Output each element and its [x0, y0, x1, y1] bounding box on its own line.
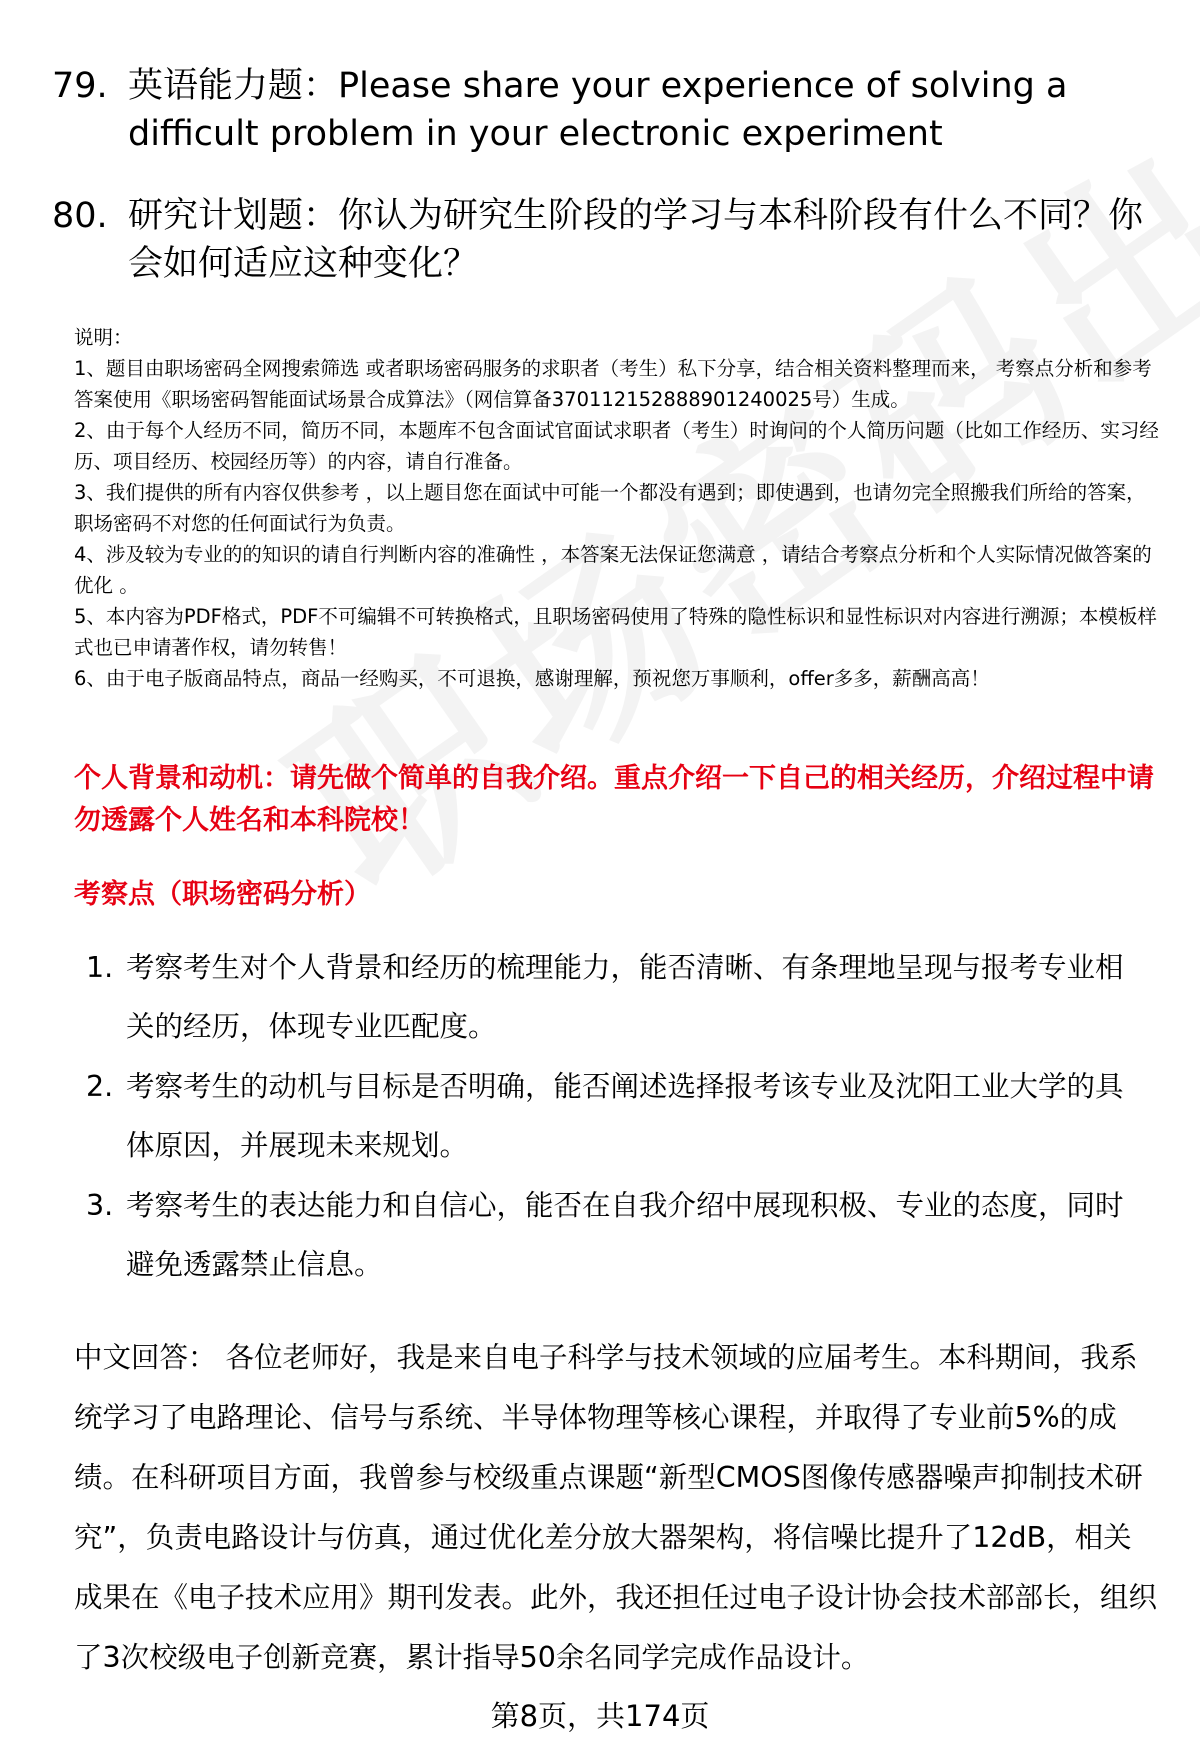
- question-number: 79.: [52, 66, 108, 106]
- point-text: 考察考生的动机与目标是否明确，能否阐述选择报考该专业及沈阳工业大学的具体原因，并展现未来规划。: [126, 1070, 1124, 1162]
- disclaimer-notes: [74, 322, 1160, 694]
- question-text: 研究计划题：你认为研究生阶段的学习与本科阶段有什么不同？你会如何适应这种变化？: [128, 196, 1144, 284]
- page-footer: 第8页，共174页: [490, 1699, 710, 1733]
- note-item: 4、涉及较为专业的的知识的请自行判断内容的准确性 ，本答案无法保证您满意 ，请结合考察点分析和个人实际情况做答案的优化 。: [74, 543, 1152, 597]
- interview-question-title: 个人背景和动机：请先做个简单的自我介绍。重点介绍一下自己的相关经历，介绍过程中请勿透露个人姓名和本科院校！: [74, 763, 1154, 836]
- question-number: 80.: [52, 196, 108, 236]
- analysis-point: [86, 1057, 1146, 1175]
- analysis-heading: 考察点（职场密码分析）: [74, 879, 371, 910]
- point-number: 1.: [86, 951, 114, 984]
- analysis-points-list: [86, 938, 1146, 1295]
- note-item: 3、我们提供的所有内容仅供参考 ，以上题目您在面试中可能一个都没有遇到；即使遇到，也请勿完全照搬我们所给的答案，职场密码不对您的任何面试行为负责。: [74, 481, 1146, 535]
- note-item: 1、题目由职场密码全网搜索筛选 或者职场密码服务的求职者（考生）私下分享，结合相关资料整理而来， 考察点分析和参考答案使用《职场密码智能面试场景合成算法》（网信算备370112152888901240025号）生成。: [74, 357, 1152, 411]
- point-text: 考察考生对个人背景和经历的梳理能力，能否清晰、有条理地呈现与报考专业相关的经历，体现专业匹配度。: [126, 951, 1124, 1043]
- question-80: [52, 192, 1152, 288]
- note-item: 2、由于每个人经历不同，简历不同，本题库不包含面试官面试求职者（考生）时询问的个人简历问题（比如工作经历、实习经历、项目经历、校园经历等）的内容，请自行准备。: [74, 419, 1159, 473]
- question-text: 英语能力题：Please share your experience of solving a difficult problem in your electronic experiment: [128, 66, 1068, 154]
- point-number: 2.: [86, 1070, 114, 1103]
- chinese-answer: 中文回答： 各位老师好，我是来自电子科学与技术领域的应届考生。本科期间，我系统学习了电路理论、信号与系统、半导体物理等核心课程，并取得了专业前5%的成绩。在科研项目方面，我曾参与校级重点课题“新型CMOS图像传感器噪声抑制技术研究”，负责电路设计与仿真，通过优化差分放大器架构，将信噪比提升了12dB，相关成果在《电子技术应用》期刊发表。此外，我还担任过电子设计协会技术部部长，组织了3次校级电子创新竞赛，累计指导50余名同学完成作品设计。: [74, 1341, 1158, 1674]
- analysis-point: [86, 938, 1146, 1056]
- question-79: [52, 62, 1152, 158]
- point-number: 3.: [86, 1189, 114, 1222]
- analysis-point: [86, 1176, 1146, 1294]
- note-item: 6、由于电子版商品特点，商品一经购买，不可退换，感谢理解，预祝您万事顺利，offer多多，薪酬高高！: [74, 667, 990, 690]
- point-text: 考察考生的表达能力和自信心，能否在自我介绍中展现积极、专业的态度，同时避免透露禁止信息。: [126, 1189, 1124, 1281]
- note-item: 5、本内容为PDF格式，PDF不可编辑不可转换格式，且职场密码使用了特殊的隐性标识和显性标识对内容进行溯源；本模板样式也已申请著作权，请勿转售！: [74, 605, 1157, 659]
- notes-heading: 说明：: [74, 326, 133, 349]
